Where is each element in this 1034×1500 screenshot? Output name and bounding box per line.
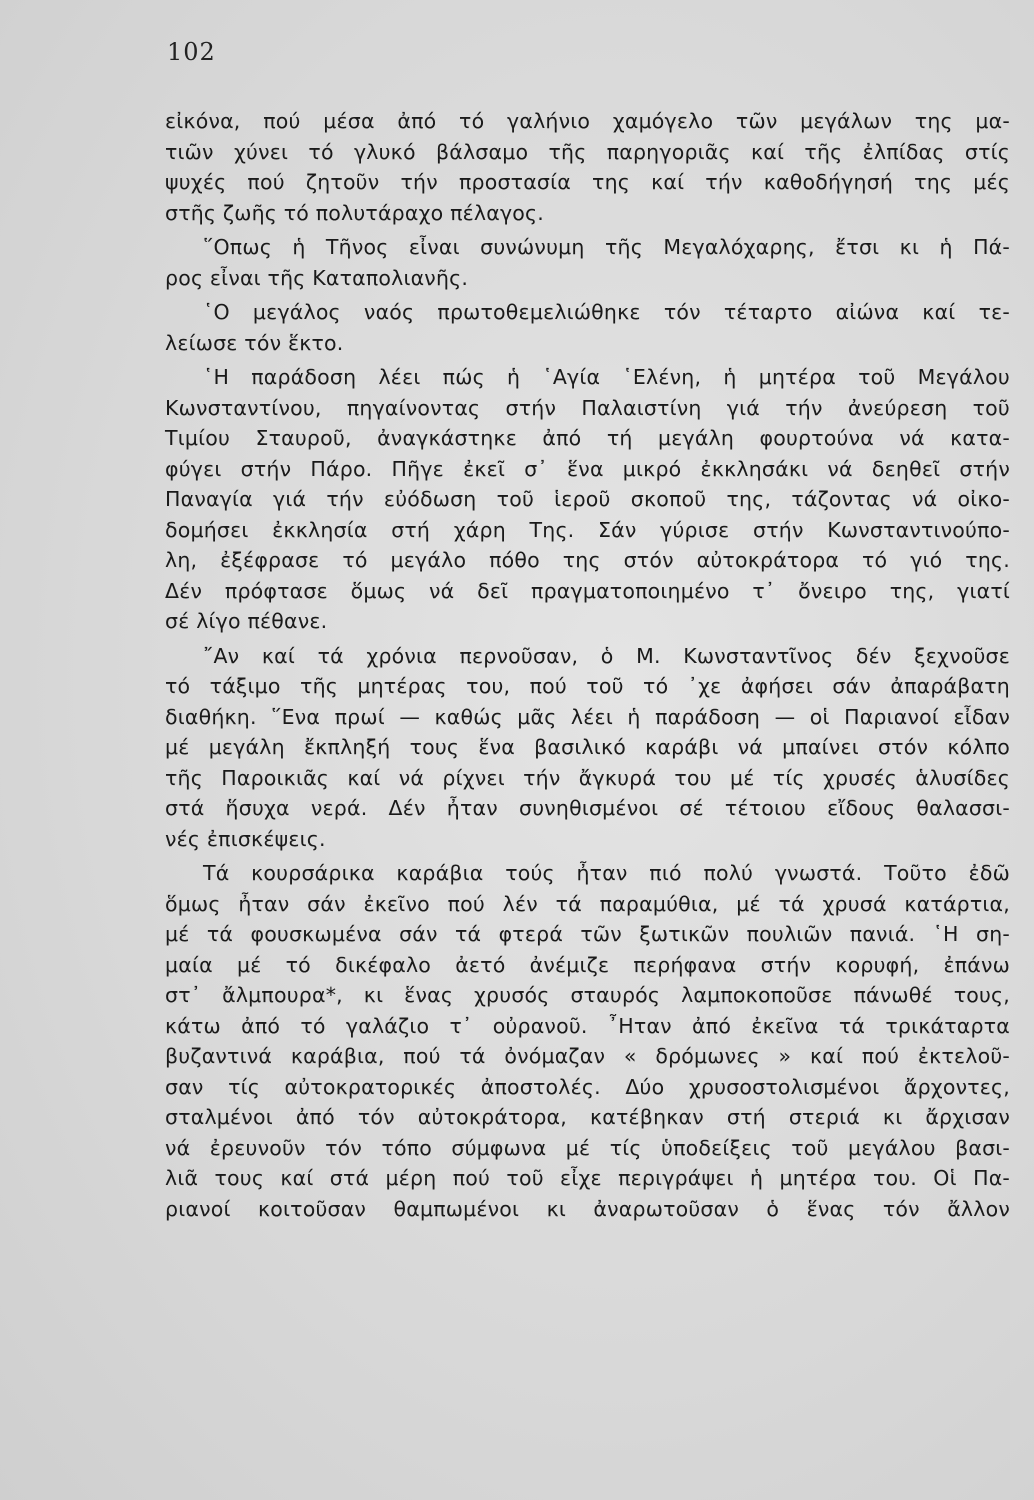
text-line: σέ λίγο πέθανε. (165, 609, 328, 633)
text-line: λείωσε τόν ἕκτο. (165, 330, 344, 355)
text-line: τῆς Παροικιᾶς καί νά ρίχνει τήν ἄγκυρά του μέ τίς χρυσές ἁλυσίδες (165, 765, 1010, 790)
text-line: ῞Οπως ἡ Τῆνος εἶναι συνώνυμη τῆς Μεγαλόχαρης, ἔτσι κι ἡ Πά- (203, 235, 1010, 259)
text-line: ῾Ο μεγάλος ναός πρωτοθεμελιώθηκε τόν τέταρτο αἰώνα καί τε- (203, 300, 1010, 324)
text-line: Δέν πρόφτασε ὅμως νά δεῖ πραγματοποιημένο τ᾽ ὄνειρο της, γιατί (165, 578, 1010, 603)
text-line: Κωνσταντίνου, πηγαίνοντας στήν Παλαιστίνη γιά τήν ἀνεύρεση τοῦ (165, 395, 1010, 420)
text-line: νές ἐπισκέψεις. (165, 826, 326, 851)
text-line: Τά κουρσάρικα καράβια τούς ἦταν πιό πολύ γνωστά. Τοῦτο ἐδῶ (203, 861, 1010, 885)
text-line: ῎Αν καί τά χρόνια περνοῦσαν, ὁ Μ. Κωνσταντῖνος δέν ξεχνοῦσε (203, 643, 1010, 668)
page-number: 102 (167, 38, 216, 66)
text-line: μέ τά φουσκωμένα σάν τά φτερά τῶν ξωτικῶν πουλιῶν πανιά. ῾Η ση- (165, 922, 1010, 946)
text-line: κάτω ἀπό τό γαλάζιο τ᾽ οὐρανοῦ. ῏Ηταν ἀπό ἐκεῖνα τά τρικάταρτα (165, 1013, 1010, 1038)
text-line: στῆς ζωῆς τό πολυτάραχο πέλαγος. (165, 200, 544, 225)
text-line: Παναγία γιά τήν εὐόδωση τοῦ ἱεροῦ σκοποῦ της, τάζοντας νά οἰκο- (165, 487, 1010, 511)
text-line: στ᾽ ἄλμπουρα*, κι ἕνας χρυσός σταυρός λαμποκοποῦσε πάνωθέ τους, (165, 983, 1010, 1007)
text-line: λη, ἐξέφρασε τό μεγάλο πόθο της στόν αὐτοκράτορα τό γιό της. (165, 548, 1010, 572)
text-line: ψυχές πού ζητοῦν τήν προστασία της καί τήν καθοδήγησή της μές (165, 170, 1010, 194)
text-line: βυζαντινά καράβια, πού τά ὀνόμαζαν « δρόμωνες » καί πού ἐκτελοῦ- (165, 1044, 1010, 1068)
text-line: σαν τίς αὐτοκρατορικές ἀποστολές. Δύο χρυσοστολισμένοι ἄρχοντες, (165, 1074, 1010, 1099)
text-line: ρος εἶναι τῆς Καταπολιανῆς. (165, 265, 469, 290)
text-line: εἰκόνα, πού μέσα ἀπό τό γαλήνιο χαμόγελο τῶν μεγάλων της μα- (165, 109, 1010, 133)
body-text (165, 106, 1010, 1224)
text-line: ῾Η παράδοση λέει πώς ἡ ῾Αγία ῾Ελένη, ἡ μητέρα τοῦ Μεγάλου (203, 365, 1010, 389)
text-line: φύγει στήν Πάρο. Πῆγε ἐκεῖ σ᾽ ἕνα μικρό ἐκκλησάκι νά δεηθεῖ στήν (165, 456, 1010, 481)
text-line: μαία μέ τό δικέφαλο ἀετό ἀνέμιζε περήφανα στήν κορυφή, ἐπάνω (165, 952, 1010, 977)
text-line: νά ἐρευνοῦν τόν τόπο σύμφωνα μέ τίς ὑποδείξεις τοῦ μεγάλου βασι- (165, 1135, 1010, 1160)
text-line: τιῶν χύνει τό γλυκό βάλσαμο τῆς παρηγοριᾶς καί τῆς ἐλπίδας στίς (165, 139, 1010, 164)
text-line: δομήσει ἐκκλησία στή χάρη Της. Σάν γύρισε στήν Κωνσταντινούπο- (165, 517, 1010, 542)
text-line: διαθήκη. ῞Ενα πρωί — καθώς μᾶς λέει ἡ παράδοση — οἱ Παριανοί εἶδαν (165, 704, 1010, 729)
text-line: ριανοί κοιτοῦσαν θαμπωμένοι κι ἀναρωτοῦσαν ὁ ἕνας τόν ἄλλον (165, 1196, 1010, 1221)
text-line: λιᾶ τους καί στά μέρη πού τοῦ εἶχε περιγράψει ἡ μητέρα του. Οἱ Πα- (165, 1166, 1010, 1190)
text-line: Τιμίου Σταυροῦ, ἀναγκάστηκε ἀπό τή μεγάλη φουρτούνα νά κατα- (165, 426, 1010, 450)
text-line: τό τάξιμο τῆς μητέρας του, πού τοῦ τό ᾽χε ἀφήσει σάν ἀπαράβατη (165, 674, 1010, 698)
text-line: σταλμένοι ἀπό τόν αὐτοκράτορα, κατέβηκαν στή στεριά κι ἄρχισαν (165, 1105, 1010, 1129)
text-line: στά ἥσυχα νερά. Δέν ἦταν συνηθισμένοι σέ τέτοιου εἴδους θαλασσι- (165, 796, 1010, 820)
text-line: ὅμως ἦταν σάν ἐκεῖνο πού λέν τά παραμύθια, μέ τά χρυσά κατάρτια, (165, 891, 1010, 916)
text-line: μέ μεγάλη ἔκπληξή τους ἕνα βασιλικό καράβι νά μπαίνει στόν κόλπο (165, 735, 1010, 759)
